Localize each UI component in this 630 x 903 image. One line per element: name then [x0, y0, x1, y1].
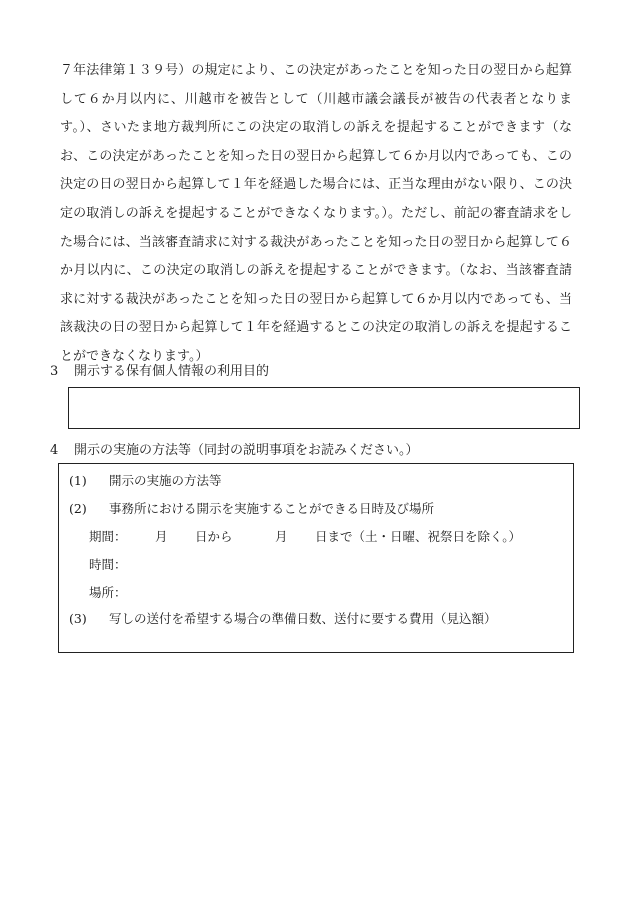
place-label: 場所：	[89, 585, 127, 600]
item2-label: 事務所における開示を実施することができる日時及び場所	[109, 501, 435, 516]
period-month-start: 月	[155, 529, 168, 544]
period-day-from: 日から	[195, 529, 233, 544]
item2-row	[69, 500, 434, 518]
item3-index: (3)	[69, 611, 87, 626]
period-month-end: 月	[275, 529, 288, 544]
section4-number: 4	[50, 443, 59, 458]
section4-title: 開示の実施の方法等（同封の説明事項をお読みください。）	[74, 443, 419, 458]
item1-index: (1)	[69, 473, 87, 488]
body-paragraph: ７年法律第１３９号）の規定により、この決定があったことを知った日の翌日から起算して６か月以内に、川越市を被告として（川越市議会議長が被告の代表者となります。）、さいたま地方裁判所にこの決定の取消しの訴えを提起することができます（なお、この決定があったことを知った日の翌日から起算して６か月以内であっても、この決定の日の翌日から起算して１年を経過した場合には、正当な理由がない限り、この決定の取消しの訴えを提起することができなくなります。）。ただし、前記の審査請求をした場合には、当該審査請求に対する裁決があったことを知った日の翌日から起算して６か月以内に、この決定の取消しの訴えを提起することができます。（なお、当該審査請求に対する裁決があったことを知った日の翌日から起算して６か月以内であっても、当該裁決の日の翌日から起算して１年を経過するとこの決定の取消しの訴えを提起することができなくなります。）	[60, 63, 572, 364]
item3-row	[69, 610, 497, 628]
period-label: 期間：	[89, 529, 127, 544]
section3-title: 開示する保有個人情報の利用目的	[74, 364, 270, 379]
item3-label: 写しの送付を希望する場合の準備日数、送付に要する費用（見込額）	[109, 611, 497, 626]
item1-row	[69, 472, 222, 490]
time-label: 時間：	[89, 557, 127, 572]
section3-heading	[50, 363, 269, 381]
section4-heading	[50, 442, 419, 460]
item1-label: 開示の実施の方法等	[109, 473, 222, 488]
usage-purpose-box	[68, 387, 580, 429]
disclosure-method-box	[58, 463, 574, 653]
item2-index: (2)	[69, 501, 87, 516]
section3-number: 3	[50, 364, 59, 379]
period-day-to: 日まで（土・日曜、祝祭日を除く。）	[315, 529, 522, 544]
